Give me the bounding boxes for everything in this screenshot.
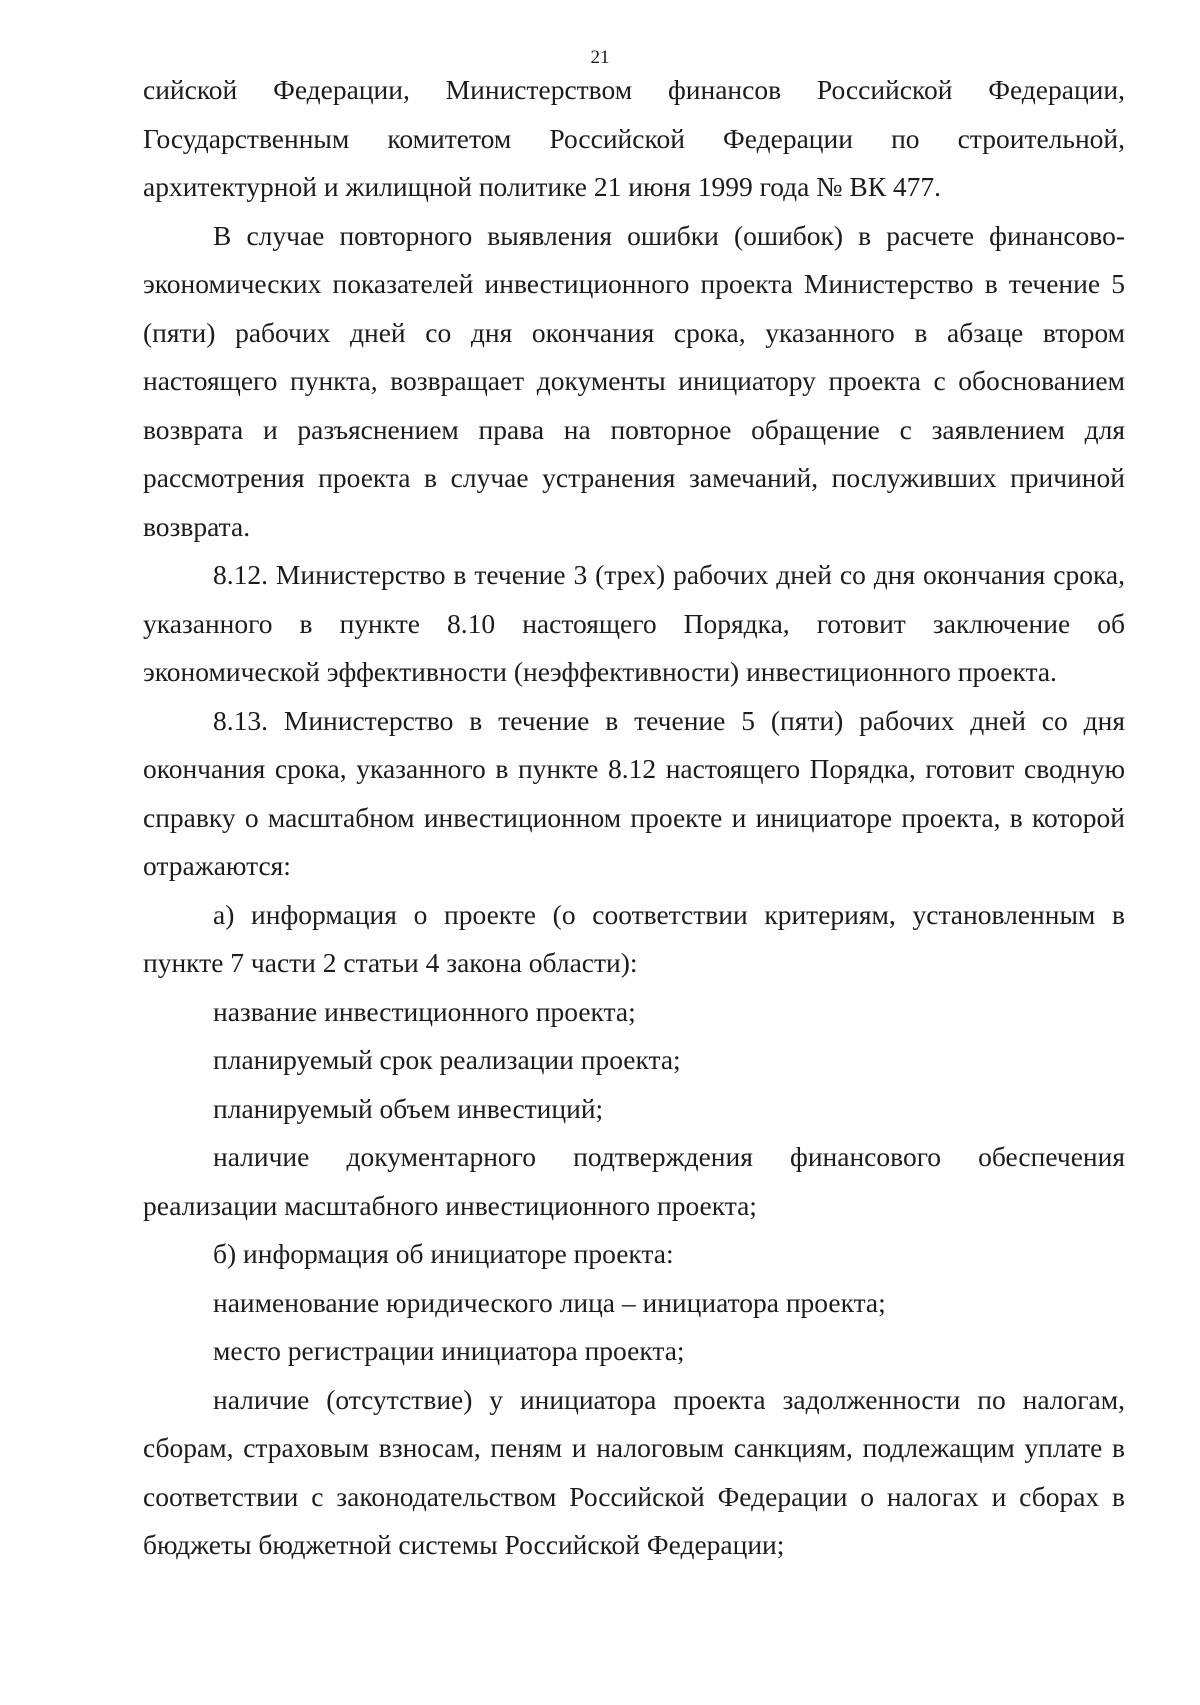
list-item-investment-volume: планируемый объем инвестиций; bbox=[213, 1092, 604, 1124]
paragraph-8-12: 8.12. Министерство в течение 3 (трех) рабочих дней со дня окончания срока, указанного в пункте 8.10 настоящего Порядка, готовит заключение об экономической эффективности (неэффективности) инвестиционного проекта. bbox=[143, 559, 1125, 687]
paragraph-item-a: а) информация о проекте (о соответствии критериям, установленным в пункте 7 части 2 статьи 4 закона области): bbox=[143, 898, 1125, 978]
paragraph-item-b: б) информация об инициаторе проекта: bbox=[213, 1238, 674, 1269]
list-item-project-term: планируемый срок реализации проекта; bbox=[213, 1044, 681, 1075]
paragraph-repeat-error-return: В случае повторного выявления ошибки (ошибок) в расчете финансово-экономических показателей инвестиционного проекта Министерство в течение 5 (пяти) рабочих дней со дня окончания срока, указанного в абзаце втором настоящего пункта, возвращает документы инициатору проекта с обоснованием возврата и разъяснением права на повторное обращение с заявлением для рассмотрения проекта в случае устранения замечаний, послуживших причиной возврата. bbox=[143, 219, 1125, 542]
list-item-registration-place: место регистрации инициатора проекта; bbox=[213, 1335, 685, 1366]
document-body bbox=[143, 66, 1125, 1570]
page-number: 21 bbox=[590, 47, 610, 68]
paragraph-8-13: 8.13. Министерство в течение в течение 5 (пяти) рабочих дней со дня окончания срока, указанного в пункте 8.12 настоящего Порядка, готовит сводную справку о масштабном инвестиционном проекте и инициаторе проекта, в которой отражаются: bbox=[143, 704, 1125, 881]
list-item-legal-entity-name: наименование юридического лица – инициатора проекта; bbox=[213, 1286, 886, 1318]
list-item-financial-confirmation: наличие документарного подтверждения финансового обеспечения реализации масштабного инвестиционного проекта; bbox=[143, 1141, 1125, 1221]
list-item-tax-debt: наличие (отсутствие) у инициатора проекта задолженности по налогам, сборам, страховым взносам, пеням и налоговым санкциям, подлежащим уплате в соответствии с законодательством Российской Федерации о налогах и сборах в бюджеты бюджетной системы Российской Федерации; bbox=[143, 1383, 1125, 1560]
list-item-project-name: название инвестиционного проекта; bbox=[213, 995, 636, 1027]
paragraph-continuation: сийской Федерации, Министерством финансов Российской Федерации, Государственным комитетом Российской Федерации по строительной, архитектурной и жилищной политике 21 июня 1999 года № ВК 477. bbox=[143, 74, 1125, 202]
